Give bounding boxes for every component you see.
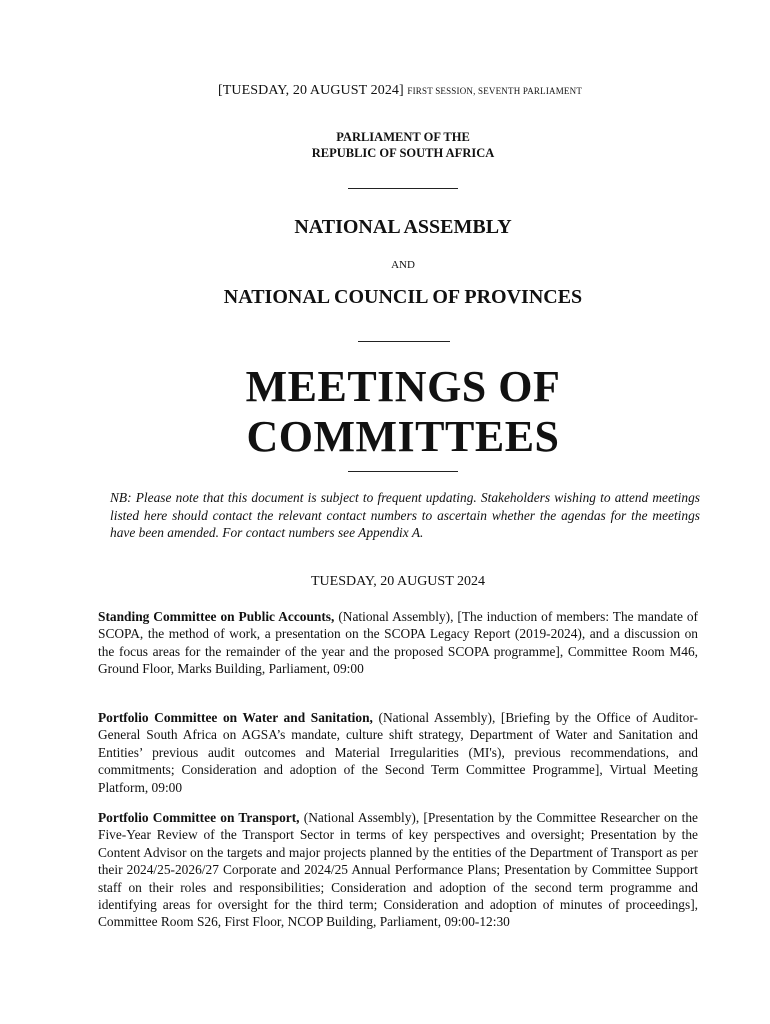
title-line-2: COMMITTEES [246,412,560,461]
divider-2 [358,341,450,342]
ncop-heading: NATIONAL COUNCIL OF PROVINCES [223,286,583,308]
committee-entry [98,809,698,931]
parliament-line-1: PARLIAMENT OF THE [336,130,470,144]
national-assembly-heading: NATIONAL ASSEMBLY [294,216,512,238]
nb-notice: NB: Please note that this document is subject to frequent updating. Stakeholders wishing to attend meetings listed here should contact the relevant contact numbers to ascertain whether the agendas for the meetings have been amended. For contact numbers see Appendix A. [110,490,700,540]
document-header [0,83,770,99]
parliament-line-2: REPUBLIC OF SOUTH AFRICA [311,146,495,160]
committee-details: (National Assembly), [The induction of members: The mandate of SCOPA, the method of work, a presentation on the SCOPA Legacy Report (2019-2024), and a discussion on the focus areas for the remainder of the year and the proposed SCOPA programme], Committee Room M46, Ground Floor, Marks Building, Parliament, 09:00 [98,609,698,677]
committee-entry [98,709,698,796]
parliament-name [0,129,770,161]
divider-3 [348,471,458,472]
header-date: [TUESDAY, 20 AUGUST 2024] [217,83,404,98]
committee-details: (National Assembly), [Presentation by the Committee Researcher on the Five-Year Review of the Transport Sector in terms of key perspectives and oversight; Presentation by the Content Advisor on the targets and major projects planned by the entities of the Department of Transport as per their 2024/25-2026/27 Corporate and 2024/25 Annual Performance Plans; Presentation by Committee Support staff on their roles and responsibilities; Consideration and adoption of the second term programme and identifying areas for oversight for the third term; Consideration and adoption of minutes of proceedings], Committee Room S26, First Floor, NCOP Building, Parliament, 09:00-12:30 [98,810,698,930]
committee-name: Portfolio Committee on Transport, [98,810,300,825]
committee-entry [98,608,698,678]
committee-details: (National Assembly), [Briefing by the Office of Auditor-General South Africa on AGSA’s mandate, culture shift strategy, Department of Water and Sanitation and Entities’ previous audit outcomes and Material Irregularities (MI's), previous recommendations, and commitments; Consideration and adoption of the Second Term Committee Programme], Virtual Meeting Platform, 09:00 [98,710,698,795]
committee-name: Standing Committee on Public Accounts, [98,609,335,624]
title-line-1: MEETINGS OF [245,362,561,411]
committee-name: Portfolio Committee on Water and Sanitation, [98,710,373,725]
divider-1 [348,188,458,189]
header-session: FIRST SESSION, SEVENTH PARLIAMENT [407,86,583,96]
document-title [0,362,770,462]
and-text: AND [391,259,415,271]
meeting-date: TUESDAY, 20 AUGUST 2024 [311,574,485,589]
